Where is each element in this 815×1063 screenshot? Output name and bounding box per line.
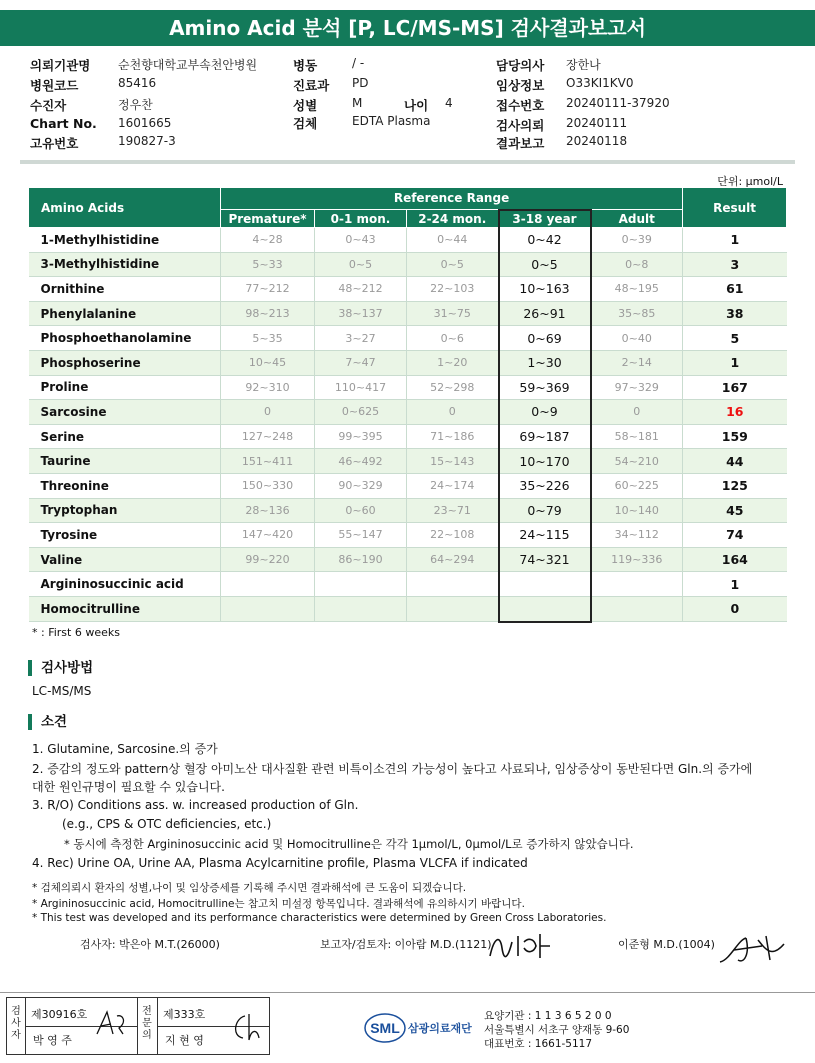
note-line: * 검체의뢰시 환자의 성별,나이 및 임상증세를 기록해 주시면 결과해석에 큰 도움이 되겠습니다.: [32, 882, 467, 894]
unit-label: 단위: μmol/L: [717, 175, 783, 188]
code-value: 85416: [118, 76, 157, 90]
col-header-0-1-mon: 0-1 mon.: [315, 210, 407, 228]
patient-label: 수진자: [30, 98, 67, 113]
specimen-label: 검체: [293, 116, 318, 131]
col-header-result: Result: [683, 188, 787, 228]
ref-0-1-mon: 3~27: [315, 326, 407, 351]
dept-label: 진료과: [293, 78, 330, 93]
doctor-label: 담당의사: [496, 58, 545, 73]
ref-2-24-mon: 0~44: [407, 228, 499, 253]
table-row: [29, 252, 787, 277]
report-date-label: 결과보고: [496, 136, 545, 151]
sml-logo: [364, 1012, 406, 1044]
note-line: * This test was developed and its performance characteristics were determined by Green Cross Laboratories.: [32, 912, 607, 924]
table-row: [29, 400, 787, 425]
ref-0-1-mon: [315, 596, 407, 621]
result-value: 61: [683, 277, 787, 302]
ref-adult: [591, 572, 683, 597]
divider: [20, 160, 795, 164]
ref-2-24-mon: [407, 596, 499, 621]
result-value: 1: [683, 350, 787, 375]
amino-acid-table: [28, 187, 787, 623]
amino-acid-name: Serine: [29, 424, 221, 449]
ref-adult: [591, 596, 683, 621]
table-row: [29, 473, 787, 498]
amino-acid-name: Phosphoethanolamine: [29, 326, 221, 351]
table-row: [29, 596, 787, 621]
ref-2-24-mon: 0: [407, 400, 499, 425]
result-value: 1: [683, 572, 787, 597]
ref-0-1-mon: 55~147: [315, 523, 407, 548]
col-header-3-18-year: 3-18 year: [499, 210, 591, 228]
table-row: [29, 424, 787, 449]
finding-line: 2. 증감의 정도와 pattern상 혈장 아미노산 대사질환 관련 비특이소견의 가능성이 높다고 사료되나, 임상증상이 동반된다면 Gln.의 증가에: [32, 762, 753, 776]
ref-2-24-mon: 22~108: [407, 523, 499, 548]
ref-adult: 0~8: [591, 252, 683, 277]
ref-3-18-year: 0~79: [499, 498, 591, 523]
stamp-specialist-signature: [225, 1010, 265, 1044]
finding-line: * 동시에 측정한 Argininosuccinic acid 및 Homocitrulline은 각각 1μmol/L, 0μmol/L로 증가하지 않았습니다.: [64, 837, 634, 851]
amino-acid-name: 1-Methylhistidine: [29, 228, 221, 253]
col-header-adult: Adult: [591, 210, 683, 228]
specimen-value: EDTA Plasma: [352, 114, 431, 128]
stamp-specialist-name: 지 현 영: [165, 1034, 204, 1047]
reporter-signature: [484, 928, 554, 962]
footnote: * : First 6 weeks: [32, 626, 120, 639]
sex-value: M: [352, 96, 363, 110]
col-header-2-24-mon: 2-24 mon.: [407, 210, 499, 228]
clinical-label: 임상정보: [496, 78, 545, 93]
amino-acid-name: Phenylalanine: [29, 301, 221, 326]
col-header-reference: Reference Range: [221, 188, 683, 210]
amino-acid-name: Sarcosine: [29, 400, 221, 425]
ref-premature: 28~136: [221, 498, 315, 523]
amino-acid-name: Proline: [29, 375, 221, 400]
table-row: [29, 449, 787, 474]
svg-text:SML: SML: [370, 1020, 400, 1036]
ref-adult: 54~210: [591, 449, 683, 474]
code-label: 병원코드: [30, 78, 79, 93]
stamp-tester-label: 검 사 자: [11, 1006, 21, 1041]
sex-label: 성별: [293, 98, 318, 113]
ref-3-18-year: 35~226: [499, 473, 591, 498]
ref-premature: 150~330: [221, 473, 315, 498]
ref-0-1-mon: 7~47: [315, 350, 407, 375]
hospital-label: 의뢰기관명: [30, 58, 91, 73]
ward-label: 병동: [293, 58, 318, 73]
result-value: 74: [683, 523, 787, 548]
result-value: 159: [683, 424, 787, 449]
table-row: [29, 547, 787, 572]
amino-acid-name: Homocitrulline: [29, 596, 221, 621]
reporter-signature-text: 보고자/검토자: 이아람 M.D.(1121): [320, 938, 492, 951]
amino-acid-name: Valine: [29, 547, 221, 572]
result-value: 1: [683, 228, 787, 253]
ref-premature: [221, 596, 315, 621]
ref-premature: [221, 572, 315, 597]
ref-3-18-year: 1~30: [499, 350, 591, 375]
doctor-value: 장한나: [566, 58, 601, 72]
ref-3-18-year: 0~9: [499, 400, 591, 425]
ref-adult: 97~329: [591, 375, 683, 400]
amino-acid-name: Threonine: [29, 473, 221, 498]
ref-premature: 77~212: [221, 277, 315, 302]
table-row: [29, 523, 787, 548]
ref-adult: 34~112: [591, 523, 683, 548]
stamp-specialist-no: 제333호: [163, 1008, 206, 1021]
clinical-value: O33KI1KV0: [566, 76, 634, 90]
patient-value: 정우찬: [118, 98, 153, 112]
ref-2-24-mon: 1~20: [407, 350, 499, 375]
table-row: [29, 350, 787, 375]
reviewer-signature-text: 이준형 M.D.(1004): [618, 938, 715, 951]
stamp-specialist-label: 전 문 의: [142, 1006, 152, 1041]
ref-2-24-mon: 64~294: [407, 547, 499, 572]
ref-0-1-mon: 110~417: [315, 375, 407, 400]
result-value: 45: [683, 498, 787, 523]
ref-3-18-year: 0~5: [499, 252, 591, 277]
finding-line: 3. R/O) Conditions ass. w. increased production of Gln.: [32, 798, 359, 812]
request-label: 검사의뢰: [496, 118, 545, 133]
reviewer-signature: [716, 930, 788, 968]
ref-adult: 58~181: [591, 424, 683, 449]
ref-2-24-mon: 52~298: [407, 375, 499, 400]
ward-value: / -: [352, 56, 365, 70]
amino-acid-name: Taurine: [29, 449, 221, 474]
ref-2-24-mon: 31~75: [407, 301, 499, 326]
ref-3-18-year: [499, 596, 591, 621]
ref-2-24-mon: 71~186: [407, 424, 499, 449]
request-value: 20240111: [566, 116, 628, 130]
uid-value: 190827-3: [118, 134, 176, 148]
ref-0-1-mon: 48~212: [315, 277, 407, 302]
result-value: 5: [683, 326, 787, 351]
chart-label: Chart No.: [30, 116, 97, 131]
ref-premature: 151~411: [221, 449, 315, 474]
col-header-amino: Amino Acids: [29, 188, 221, 228]
ref-adult: 2~14: [591, 350, 683, 375]
amino-acid-name: 3-Methylhistidine: [29, 252, 221, 277]
org-phone: 대표번호 : 1661-5117: [484, 1038, 593, 1050]
patient-info: [0, 52, 815, 152]
stamp-tester-signature: [93, 1008, 131, 1038]
ref-0-1-mon: 99~395: [315, 424, 407, 449]
ref-premature: 98~213: [221, 301, 315, 326]
amino-acid-name: Ornithine: [29, 277, 221, 302]
ref-0-1-mon: 90~329: [315, 473, 407, 498]
ref-3-18-year: 0~69: [499, 326, 591, 351]
finding-title: 소견: [28, 714, 67, 730]
ref-2-24-mon: 0~6: [407, 326, 499, 351]
table-row: [29, 572, 787, 597]
ref-adult: 0: [591, 400, 683, 425]
chart-value: 1601665: [118, 116, 172, 130]
result-value: 16: [683, 400, 787, 425]
receipt-value: 20240111-37920: [566, 96, 670, 110]
note-line: * Argininosuccinic acid, Homocitrulline는 참고치 미설정 항목입니다. 결과해석에 유의하시기 바랍니다.: [32, 898, 525, 910]
ref-3-18-year: 10~163: [499, 277, 591, 302]
finding-line: 대한 원인규명이 필요할 수 있습니다.: [32, 780, 225, 794]
ref-3-18-year: 69~187: [499, 424, 591, 449]
uid-label: 고유번호: [30, 136, 79, 151]
hospital-value: 순천향대학교부속천안병원: [118, 58, 258, 72]
ref-adult: 0~40: [591, 326, 683, 351]
ref-3-18-year: 0~42: [499, 228, 591, 253]
ref-premature: 99~220: [221, 547, 315, 572]
ref-premature: 5~33: [221, 252, 315, 277]
report-date-value: 20240118: [566, 134, 628, 148]
result-value: 0: [683, 596, 787, 621]
ref-0-1-mon: 38~137: [315, 301, 407, 326]
ref-0-1-mon: [315, 572, 407, 597]
table-row: [29, 301, 787, 326]
ref-0-1-mon: 0~43: [315, 228, 407, 253]
finding-line: 1. Glutamine, Sarcosine.의 증가: [32, 742, 218, 756]
ref-premature: 92~310: [221, 375, 315, 400]
stamp-tester-name: 박 영 주: [33, 1034, 72, 1047]
age-value: 4: [445, 96, 453, 110]
ref-3-18-year: 26~91: [499, 301, 591, 326]
table-row: [29, 277, 787, 302]
ref-premature: 10~45: [221, 350, 315, 375]
ref-3-18-year: [499, 572, 591, 597]
table-row: [29, 375, 787, 400]
method-value: LC-MS/MS: [32, 684, 92, 698]
ref-0-1-mon: 0~625: [315, 400, 407, 425]
ref-adult: 10~140: [591, 498, 683, 523]
finding-line: (e.g., CPS & OTC deficiencies, etc.): [62, 817, 272, 831]
ref-adult: 119~336: [591, 547, 683, 572]
ref-2-24-mon: 23~71: [407, 498, 499, 523]
amino-acid-name: Tryptophan: [29, 498, 221, 523]
ref-0-1-mon: 86~190: [315, 547, 407, 572]
report-title: Amino Acid 분석 [P, LC/MS-MS] 검사결과보고서: [0, 10, 815, 46]
ref-premature: 4~28: [221, 228, 315, 253]
ref-adult: 48~195: [591, 277, 683, 302]
ref-adult: 35~85: [591, 301, 683, 326]
result-value: 3: [683, 252, 787, 277]
ref-3-18-year: 59~369: [499, 375, 591, 400]
ref-0-1-mon: 0~5: [315, 252, 407, 277]
stamp-tester-no: 제30916호: [31, 1008, 88, 1021]
ref-adult: 60~225: [591, 473, 683, 498]
org-name: 삼광의료재단: [408, 1022, 472, 1035]
result-value: 164: [683, 547, 787, 572]
ref-0-1-mon: 0~60: [315, 498, 407, 523]
col-header-premature: Premature*: [221, 210, 315, 228]
finding-line: 4. Rec) Urine OA, Urine AA, Plasma Acylcarnitine profile, Plasma VLCFA if indicated: [32, 856, 528, 870]
ref-2-24-mon: 24~174: [407, 473, 499, 498]
amino-acid-name: Tyrosine: [29, 523, 221, 548]
ref-2-24-mon: 22~103: [407, 277, 499, 302]
age-label: 나이: [404, 98, 429, 113]
amino-acid-name: Phosphoserine: [29, 350, 221, 375]
ref-premature: 5~35: [221, 326, 315, 351]
table-row: [29, 498, 787, 523]
ref-2-24-mon: [407, 572, 499, 597]
ref-3-18-year: 24~115: [499, 523, 591, 548]
method-title: 검사방법: [28, 660, 93, 676]
ref-2-24-mon: 15~143: [407, 449, 499, 474]
receipt-label: 접수번호: [496, 98, 545, 113]
ref-3-18-year: 74~321: [499, 547, 591, 572]
result-value: 44: [683, 449, 787, 474]
ref-3-18-year: 10~170: [499, 449, 591, 474]
table-row: [29, 228, 787, 253]
amino-acid-name: Argininosuccinic acid: [29, 572, 221, 597]
ref-premature: 127~248: [221, 424, 315, 449]
tester-signature-text: 검사자: 박은아 M.T.(26000): [80, 938, 220, 951]
ref-2-24-mon: 0~5: [407, 252, 499, 277]
table-row: [29, 326, 787, 351]
footer-divider: [0, 992, 815, 993]
result-value: 125: [683, 473, 787, 498]
ref-adult: 0~39: [591, 228, 683, 253]
result-value: 38: [683, 301, 787, 326]
org-institution-code: 요양기관 : 1 1 3 6 5 2 0 0: [484, 1010, 612, 1022]
org-address: 서울특별시 서초구 양재동 9-60: [484, 1024, 630, 1036]
certification-stamp: [6, 997, 270, 1055]
result-value: 167: [683, 375, 787, 400]
ref-premature: 147~420: [221, 523, 315, 548]
ref-0-1-mon: 46~492: [315, 449, 407, 474]
dept-value: PD: [352, 76, 369, 90]
ref-premature: 0: [221, 400, 315, 425]
